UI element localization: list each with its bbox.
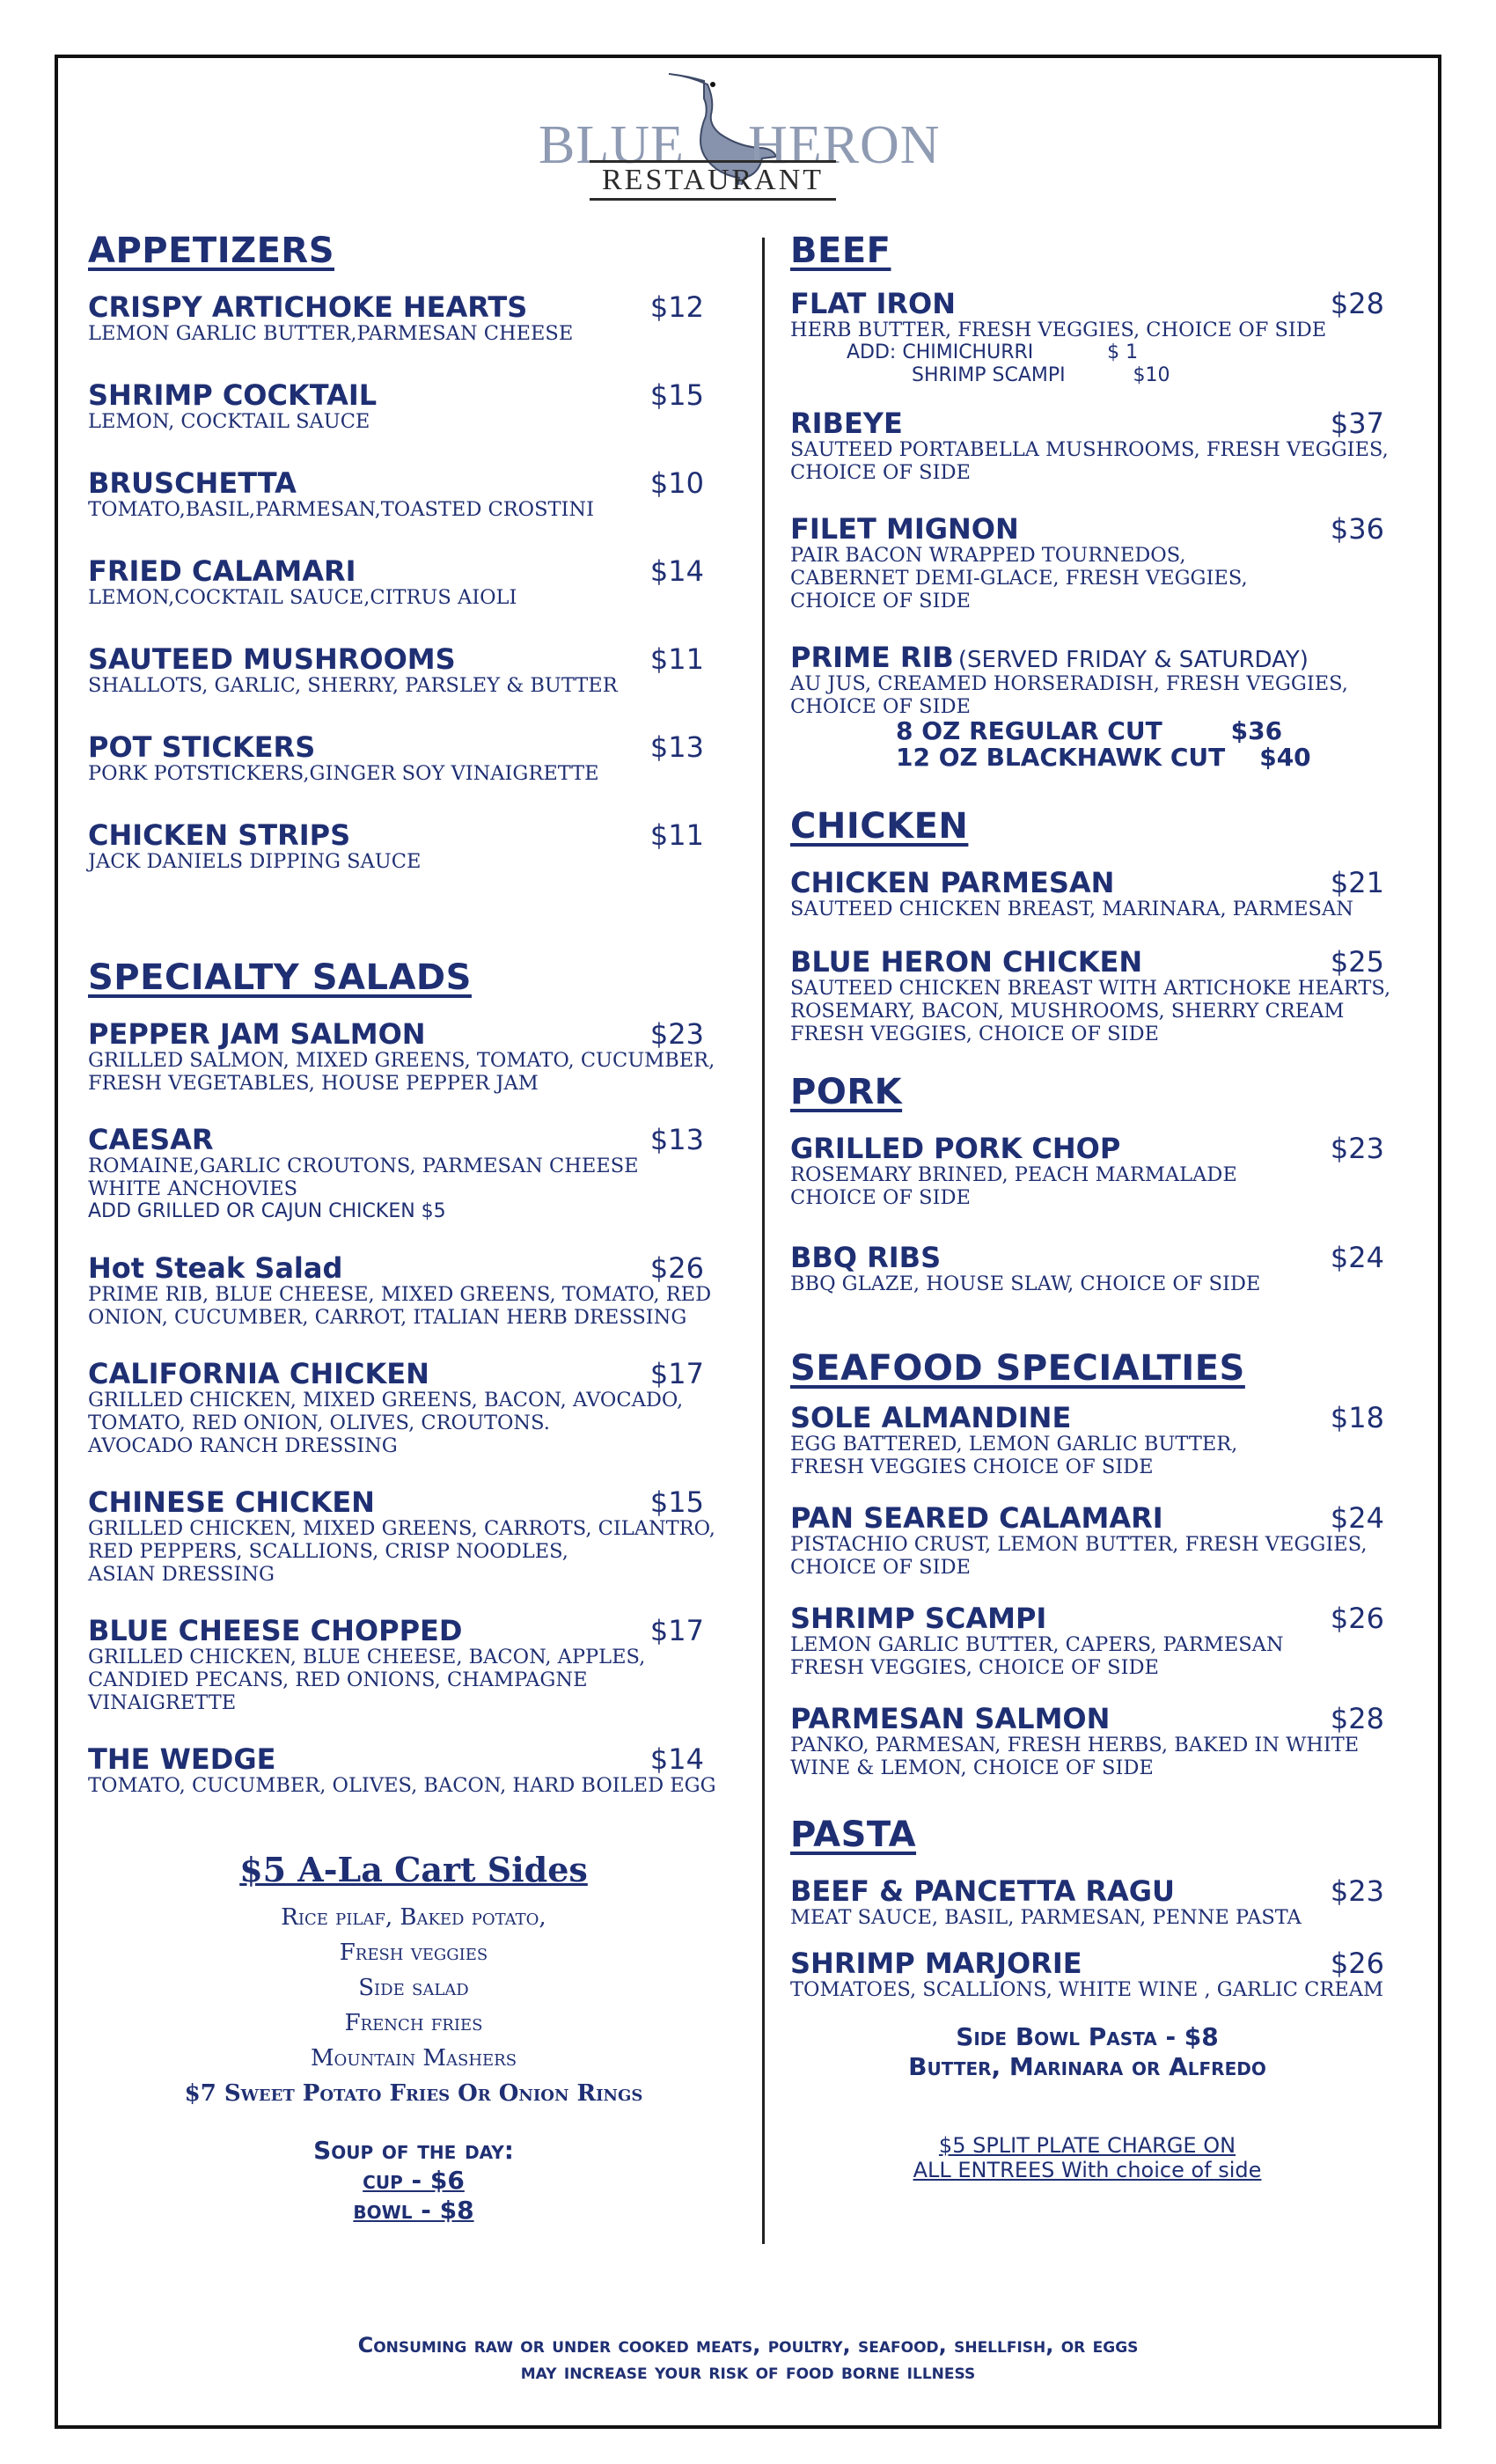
item-price: $24 bbox=[1330, 1241, 1384, 1274]
item-price: $14 bbox=[649, 1742, 704, 1776]
item-note: (SERVED FRIDAY & SATURDAY) bbox=[957, 647, 1309, 673]
add-on-chimichurri: ADD: CHIMICHURRI $ 1 bbox=[847, 341, 1139, 363]
menu-item bbox=[88, 1125, 739, 1223]
prime-rib-blackhawk-cut: 12 OZ BLACKHAWK CUT $40 bbox=[896, 743, 1311, 772]
item-name: BLUE CHEESE CHOPPED bbox=[88, 1614, 463, 1647]
side-item: Fresh veggies bbox=[339, 1940, 488, 1966]
item-name: BRUSCHETTA bbox=[88, 466, 297, 500]
soup-cup: cup - $6 bbox=[363, 2166, 465, 2195]
warning-line-2: may increase your risk of food borne illness bbox=[520, 2359, 976, 2384]
item-name: BLUE HERON CHICKEN bbox=[790, 945, 1143, 979]
item-price: $23 bbox=[649, 1017, 704, 1051]
item-price: $23 bbox=[1330, 1132, 1384, 1165]
menu-item-flat-iron bbox=[790, 289, 1406, 387]
split-plate-line-1: $5 SPLIT PLATE CHARGE ON bbox=[938, 2133, 1236, 2158]
item-description: SAUTEED CHICKEN BREAST, MARINARA, PARMESAN bbox=[790, 898, 1353, 920]
section-title-beef: BEEF bbox=[790, 231, 891, 271]
side-item-upcharge: $7 Sweet Potato Fries Or Onion Rings bbox=[184, 2080, 643, 2107]
item-description: ROSEMARY BRINED, PEACH MARMALADE CHOICE OF SIDE bbox=[790, 1163, 1237, 1209]
item-name: BEEF & PANCETTA RAGU bbox=[790, 1874, 1176, 1908]
item-description: PAIR BACON WRAPPED TOURNEDOS, CABERNET DEMI-GLACE, FRESH VEGGIES, CHOICE OF SIDE bbox=[790, 544, 1248, 612]
side-item: Rice pilaf, Baked potato, bbox=[281, 1904, 546, 1931]
item-description: PRIME RIB, BLUE CHEESE, MIXED GREENS, TOMATO, RED ONION, CUCUMBER, CARROT, ITALIAN HERB DRESSING bbox=[88, 1283, 712, 1329]
restaurant-logo bbox=[528, 62, 968, 202]
item-description: PANKO, PARMESAN, FRESH HERBS, BAKED IN WHITE WINE & LEMON, CHOICE OF SIDE bbox=[790, 1734, 1360, 1779]
item-price: $10 bbox=[649, 466, 704, 500]
menu-item bbox=[88, 732, 739, 785]
section-title-appetizers: APPETIZERS bbox=[88, 231, 335, 271]
item-price: $28 bbox=[1330, 1702, 1384, 1735]
menu-item bbox=[88, 1744, 739, 1797]
side-bowl-pasta bbox=[790, 2022, 1384, 2082]
menu-item bbox=[790, 1403, 1406, 1478]
food-safety-warning bbox=[55, 2332, 1441, 2385]
item-price: $26 bbox=[1330, 1602, 1384, 1635]
item-price: $24 bbox=[1330, 1501, 1384, 1535]
right-column bbox=[790, 231, 1406, 2182]
item-description: EGG BATTERED, LEMON GARLIC BUTTER, FRESH VEGGIES CHOICE OF SIDE bbox=[790, 1433, 1238, 1478]
menu-item bbox=[88, 820, 739, 873]
item-price: $25 bbox=[1330, 945, 1384, 979]
side-item: Mountain Mashers bbox=[310, 2045, 517, 2072]
item-price: $18 bbox=[1330, 1401, 1384, 1434]
item-name: CHINESE CHICKEN bbox=[88, 1485, 375, 1519]
item-description: GRILLED SALMON, MIXED GREENS, TOMATO, CUCUMBER, FRESH VEGETABLES, HOUSE PEPPER JAM bbox=[88, 1049, 715, 1095]
menu-item-prime-rib bbox=[790, 642, 1406, 771]
item-price: $14 bbox=[649, 554, 704, 588]
menu-item bbox=[790, 1503, 1406, 1579]
item-name: FLAT IRON bbox=[790, 287, 957, 320]
item-name: CHICKEN STRIPS bbox=[88, 818, 351, 852]
item-name: GRILLED PORK CHOP bbox=[790, 1132, 1121, 1165]
item-description: PISTACHIO CRUST, LEMON BUTTER, FRESH VEGGIES, CHOICE OF SIDE bbox=[790, 1533, 1368, 1579]
menu-item bbox=[88, 1487, 739, 1586]
item-name: SOLE ALMANDINE bbox=[790, 1401, 1072, 1434]
item-price: $28 bbox=[1330, 287, 1384, 320]
menu-item bbox=[790, 947, 1406, 1045]
item-description: GRILLED CHICKEN, MIXED GREENS, BACON, AVOCADO, TOMATO, RED ONION, OLIVES, CROUTONS. AVOCADO RANCH DRESSING bbox=[88, 1389, 684, 1457]
item-price: $15 bbox=[649, 378, 704, 412]
item-description: LEMON,COCKTAIL SAUCE,CITRUS AIOLI bbox=[88, 586, 517, 609]
section-title-salads: SPECIALTY SALADS bbox=[88, 957, 472, 998]
item-description: ROMAINE,GARLIC CROUTONS, PARMESAN CHEESE WHITE ANCHOVIES bbox=[88, 1155, 639, 1200]
item-price: $11 bbox=[649, 818, 704, 852]
item-description: JACK DANIELS DIPPING SAUCE bbox=[88, 850, 422, 873]
section-title-pasta: PASTA bbox=[790, 1815, 917, 1855]
item-name: POT STICKERS bbox=[88, 730, 316, 764]
item-name: FILET MIGNON bbox=[790, 512, 1019, 546]
item-name: FRIED CALAMARI bbox=[88, 554, 356, 588]
item-price: $37 bbox=[1330, 407, 1384, 440]
item-description: SAUTEED CHICKEN BREAST WITH ARTICHOKE HEARTS, ROSEMARY, BACON, MUSHROOMS, SHERRY CREAM FRESH VEGGIES, CHOICE OF SIDE bbox=[790, 977, 1391, 1045]
soup-bowl: bowl - $8 bbox=[353, 2196, 474, 2225]
menu-item bbox=[790, 1948, 1406, 2001]
menu-item bbox=[88, 1019, 739, 1095]
menu-item bbox=[790, 1876, 1406, 1929]
item-description: TOMATOES, SCALLIONS, WHITE WINE , GARLIC CREAM bbox=[790, 1978, 1384, 2001]
item-price: $26 bbox=[1330, 1947, 1384, 1980]
split-plate-line-2: ALL ENTREES With choice of side bbox=[913, 2158, 1262, 2182]
item-name: CAESAR bbox=[88, 1123, 214, 1156]
logo-word-heron: HERON bbox=[748, 115, 941, 175]
item-price: $17 bbox=[649, 1357, 704, 1390]
menu-item-ribeye bbox=[790, 408, 1406, 484]
sides-list bbox=[88, 1900, 739, 2111]
item-name: BBQ RIBS bbox=[790, 1241, 942, 1274]
side-item: Side salad bbox=[358, 1975, 469, 2001]
prime-rib-regular-cut: 8 OZ REGULAR CUT $36 bbox=[896, 716, 1283, 745]
menu-item bbox=[88, 292, 739, 345]
column-divider bbox=[762, 238, 765, 2244]
menu-item bbox=[88, 1359, 739, 1457]
item-description: AU JUS, CREAMED HORSERADISH, FRESH VEGGIES, CHOICE OF SIDE bbox=[790, 672, 1348, 718]
item-price: $15 bbox=[649, 1485, 704, 1519]
item-name: CHICKEN PARMESAN bbox=[790, 866, 1115, 899]
item-name: SHRIMP MARJORIE bbox=[790, 1947, 1082, 1980]
item-description: PORK POTSTICKERS,GINGER SOY VINAIGRETTE bbox=[88, 762, 599, 785]
item-description: LEMON GARLIC BUTTER,PARMESAN CHEESE bbox=[88, 322, 574, 345]
item-description: LEMON, COCKTAIL SAUCE bbox=[88, 410, 370, 433]
side-bowl-pasta-options: Butter, Marinara or Alfredo bbox=[908, 2052, 1266, 2081]
menu-item bbox=[790, 1243, 1406, 1295]
menu-item bbox=[790, 868, 1406, 920]
item-name: SAUTEED MUSHROOMS bbox=[88, 642, 456, 676]
add-on-shrimp-scampi: SHRIMP SCAMPI $10 bbox=[912, 364, 1170, 386]
warning-line-1: Consuming raw or under cooked meats, poultry, seafood, shellfish, or eggs bbox=[357, 2333, 1139, 2358]
item-description: TOMATO,BASIL,PARMESAN,TOASTED CROSTINI bbox=[88, 498, 594, 521]
item-name: THE WEDGE bbox=[88, 1742, 276, 1776]
menu-item bbox=[790, 1704, 1406, 1779]
section-title-pork: PORK bbox=[790, 1072, 903, 1112]
item-price: $21 bbox=[1330, 866, 1384, 899]
item-name: PRIME RIB bbox=[790, 641, 954, 674]
menu-item bbox=[790, 1133, 1406, 1209]
menu-item bbox=[88, 1616, 739, 1714]
item-name: CRISPY ARTICHOKE HEARTS bbox=[88, 290, 528, 324]
item-name: SHRIMP COCKTAIL bbox=[88, 378, 378, 412]
item-description: SHALLOTS, GARLIC, SHERRY, PARSLEY & BUTTER bbox=[88, 674, 618, 697]
item-price: $13 bbox=[649, 730, 704, 764]
item-description: LEMON GARLIC BUTTER, CAPERS, PARMESAN FRESH VEGGIES, CHOICE OF SIDE bbox=[790, 1633, 1284, 1679]
item-price: $12 bbox=[649, 290, 704, 324]
item-name: Hot Steak Salad bbox=[88, 1251, 343, 1285]
left-column bbox=[88, 231, 739, 2226]
item-description: SAUTEED PORTABELLA MUSHROOMS, FRESH VEGGIES, CHOICE OF SIDE bbox=[790, 438, 1389, 484]
item-description: GRILLED CHICKEN, MIXED GREENS, CARROTS, CILANTRO, RED PEPPERS, SCALLIONS, CRISP NOODLES, ASIAN DRESSING bbox=[88, 1517, 715, 1586]
item-description: GRILLED CHICKEN, BLUE CHEESE, BACON, APPLES, CANDIED PECANS, RED ONIONS, CHAMPAGNE VINAIGRETTE bbox=[88, 1646, 646, 1714]
item-price: $26 bbox=[649, 1251, 704, 1285]
menu-item bbox=[88, 380, 739, 433]
item-add-on: ADD GRILLED OR CAJUN CHICKEN $5 bbox=[88, 1200, 446, 1222]
soup-title: Soup of the day: bbox=[313, 2136, 514, 2165]
logo-word-restaurant: RESTAURANT bbox=[590, 160, 836, 201]
item-description: BBQ GLAZE, HOUSE SLAW, CHOICE OF SIDE bbox=[790, 1272, 1261, 1295]
item-price: $17 bbox=[649, 1614, 704, 1647]
split-plate-note bbox=[790, 2133, 1384, 2182]
item-description: HERB BUTTER, FRESH VEGGIES, CHOICE OF SIDE bbox=[790, 319, 1327, 341]
section-title-chicken: CHICKEN bbox=[790, 806, 969, 847]
item-price: $23 bbox=[1330, 1874, 1384, 1908]
side-bowl-pasta-price: Side Bowl Pasta - $8 bbox=[956, 2022, 1219, 2051]
sides-title: $5 A-La Cart Sides bbox=[239, 1850, 588, 1889]
menu-item bbox=[88, 1253, 739, 1329]
menu-item bbox=[790, 1603, 1406, 1679]
item-description: MEAT SAUCE, BASIL, PARMESAN, PENNE PASTA bbox=[790, 1906, 1302, 1929]
item-price: $11 bbox=[649, 642, 704, 676]
side-item: French fries bbox=[344, 2010, 483, 2036]
soup-of-the-day bbox=[88, 2136, 739, 2226]
item-price: $13 bbox=[649, 1123, 704, 1156]
logo-word-blue: BLUE bbox=[539, 115, 685, 175]
item-description: TOMATO, CUCUMBER, OLIVES, BACON, HARD BOILED EGG bbox=[88, 1774, 716, 1797]
menu-item bbox=[88, 468, 739, 521]
item-name: CALIFORNIA CHICKEN bbox=[88, 1357, 429, 1390]
menu-item bbox=[88, 644, 739, 697]
menu-item bbox=[88, 556, 739, 609]
item-name: PARMESAN SALMON bbox=[790, 1702, 1111, 1735]
item-name: PAN SEARED CALAMARI bbox=[790, 1501, 1163, 1535]
section-title-seafood: SEAFOOD SPECIALTIES bbox=[790, 1348, 1245, 1389]
item-name: PEPPER JAM SALMON bbox=[88, 1017, 426, 1051]
item-price: $36 bbox=[1330, 512, 1384, 546]
item-name: SHRIMP SCAMPI bbox=[790, 1602, 1047, 1635]
menu-item-filet-mignon bbox=[790, 514, 1406, 612]
item-name: RIBEYE bbox=[790, 407, 903, 440]
